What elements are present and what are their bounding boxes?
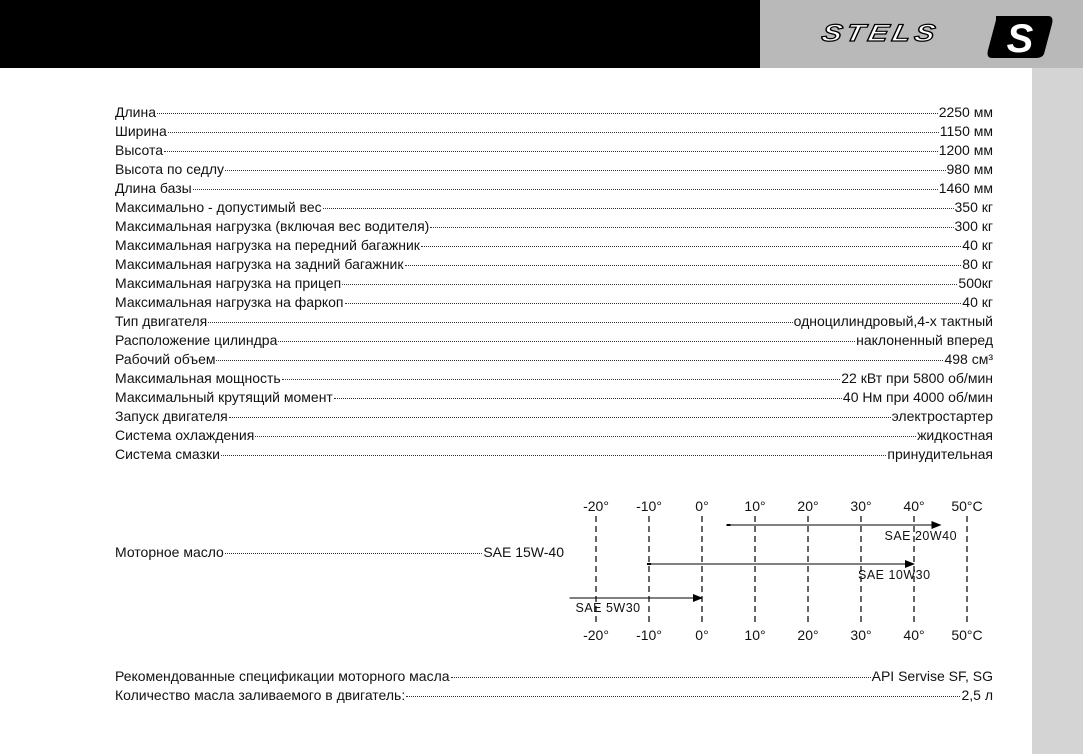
spec-row xyxy=(115,104,993,123)
spec-value: жидкостная xyxy=(917,427,993,443)
leader-dots xyxy=(229,417,891,418)
spec-label: Максимальная нагрузка на фаркоп xyxy=(115,294,344,310)
spec-label: Высота xyxy=(115,142,164,158)
spec-row xyxy=(115,313,993,332)
spec-label: Длина базы xyxy=(115,180,192,196)
leader-dots xyxy=(323,208,954,209)
tick-label-bottom: 40° xyxy=(903,627,925,643)
tick-label-top: 50°C xyxy=(951,498,983,514)
spec-value: API Servise SF, SG xyxy=(871,668,993,684)
series-label: SAE 5W30 xyxy=(575,601,641,615)
spec-label: Количество масла заливаемого в двигатель: xyxy=(115,687,406,703)
spec-label: Высота по седлу xyxy=(115,161,225,177)
spec-value: одноцилиндровый,4-х тактный xyxy=(793,313,993,329)
spec-value: 300 кг xyxy=(954,218,993,234)
spec-value: 2,5 л xyxy=(961,687,993,703)
header-bar xyxy=(0,0,760,68)
leader-dots xyxy=(406,696,960,697)
tick-label-top: 20° xyxy=(797,498,819,514)
oil-spec-list xyxy=(115,668,993,706)
spec-value: 40 Нм при 4000 об/мин xyxy=(842,389,993,405)
spec-value: принудительная xyxy=(887,446,993,462)
spec-value: 40 кг xyxy=(962,294,993,310)
spec-row xyxy=(115,218,993,237)
spec-row xyxy=(115,389,993,408)
spec-value: 80 кг xyxy=(962,256,993,272)
spec-label: Запуск двигателя xyxy=(115,408,228,424)
oil-label: Моторное масло xyxy=(115,544,224,560)
spec-row xyxy=(115,199,993,218)
tick-label-top: 0° xyxy=(695,498,709,514)
tick-label-bottom: 20° xyxy=(797,627,819,643)
tick-label-top: 30° xyxy=(850,498,872,514)
spec-value: 2250 мм xyxy=(938,104,993,120)
leader-dots xyxy=(334,398,842,399)
spec-value: наклоненный вперед xyxy=(856,332,993,348)
spec-label: Максимальная нагрузка (включая вес водителя) xyxy=(115,218,430,234)
spec-value: 980 мм xyxy=(946,161,993,177)
spec-row xyxy=(115,687,993,706)
leader-dots xyxy=(225,553,482,554)
tick-label-top: -10° xyxy=(636,498,662,514)
spec-label: Система охлаждения xyxy=(115,427,255,443)
spec-row xyxy=(115,332,993,351)
spec-value: 350 кг xyxy=(954,199,993,215)
spec-list xyxy=(115,104,993,465)
spec-value: 498 см³ xyxy=(944,351,993,367)
spec-row xyxy=(115,370,993,389)
spec-row xyxy=(115,256,993,275)
leader-dots xyxy=(345,303,962,304)
spec-label: Система смазки xyxy=(115,446,220,462)
spec-value: 22 кВт при 5800 об/мин xyxy=(841,370,993,386)
leader-dots xyxy=(193,189,938,190)
spec-label: Рабочий объем xyxy=(115,351,216,367)
leader-dots xyxy=(421,246,961,247)
leader-dots xyxy=(221,455,887,456)
leader-dots xyxy=(164,151,938,152)
leader-dots xyxy=(451,677,871,678)
tick-label-top: 10° xyxy=(744,498,766,514)
spec-label: Расположение цилиндра xyxy=(115,332,278,348)
tick-label-top: 40° xyxy=(903,498,925,514)
spec-label: Максимальная нагрузка на прицеп xyxy=(115,275,342,291)
leader-dots xyxy=(255,436,916,437)
spec-label: Ширина xyxy=(115,123,167,139)
spec-row xyxy=(115,142,993,161)
tick-label-bottom: 50°C xyxy=(951,627,983,643)
tick-label-top: -20° xyxy=(583,498,609,514)
spec-label: Максимально - допустимый вес xyxy=(115,199,322,215)
spec-value: 1150 мм xyxy=(939,123,993,139)
spec-row xyxy=(115,275,993,294)
leader-dots xyxy=(282,379,841,380)
leader-dots xyxy=(157,113,938,114)
spec-row xyxy=(115,180,993,199)
series-label: SAE 10W30 xyxy=(858,568,931,582)
leader-dots xyxy=(168,132,939,133)
side-bar xyxy=(1032,68,1083,754)
oil-value: SAE 15W-40 xyxy=(483,544,564,560)
spec-label: Максимальная нагрузка на задний багажник xyxy=(115,256,404,272)
tick-label-bottom: -10° xyxy=(636,627,662,643)
leader-dots xyxy=(405,265,962,266)
leader-dots xyxy=(216,360,943,361)
tick-label-bottom: 0° xyxy=(695,627,709,643)
spec-row xyxy=(115,351,993,370)
spec-row xyxy=(115,668,993,687)
oil-row xyxy=(115,544,564,563)
brand-logo-wordmark: STELS xyxy=(818,20,942,47)
spec-row xyxy=(115,446,993,465)
spec-row xyxy=(115,408,993,427)
brand-logo-text xyxy=(780,14,980,54)
leader-dots xyxy=(208,322,792,323)
spec-row xyxy=(115,161,993,180)
spec-label: Максимальный крутящий момент xyxy=(115,389,333,405)
leader-dots xyxy=(225,170,945,171)
leader-dots xyxy=(430,227,953,228)
spec-label: Тип двигателя xyxy=(115,313,208,329)
spec-label: Рекомендованные спецификации моторного масла xyxy=(115,668,450,684)
brand-logo-letter: S xyxy=(1006,17,1034,60)
spec-row xyxy=(115,427,993,446)
spec-label: Длина xyxy=(115,104,156,120)
spec-value: электростартер xyxy=(891,408,993,424)
spec-row xyxy=(115,237,993,256)
spec-label: Максимальная нагрузка на передний багажник xyxy=(115,237,420,253)
tick-label-bottom: 10° xyxy=(744,627,766,643)
spec-value: 1200 мм xyxy=(938,142,993,158)
spec-value: 500кг xyxy=(958,275,993,291)
spec-value: 1460 мм xyxy=(938,180,993,196)
leader-dots xyxy=(278,341,855,342)
spec-value: 40 кг xyxy=(962,237,993,253)
spec-row xyxy=(115,294,993,313)
series-label: SAE 20W40 xyxy=(884,529,958,543)
tick-label-bottom: -20° xyxy=(583,627,609,643)
spec-row xyxy=(115,123,993,142)
leader-dots xyxy=(342,284,957,285)
tick-label-bottom: 30° xyxy=(850,627,872,643)
oil-temperature-chart xyxy=(560,494,1000,644)
brand-logo-icon xyxy=(986,14,1056,60)
spec-label: Максимальная мощность xyxy=(115,370,281,386)
